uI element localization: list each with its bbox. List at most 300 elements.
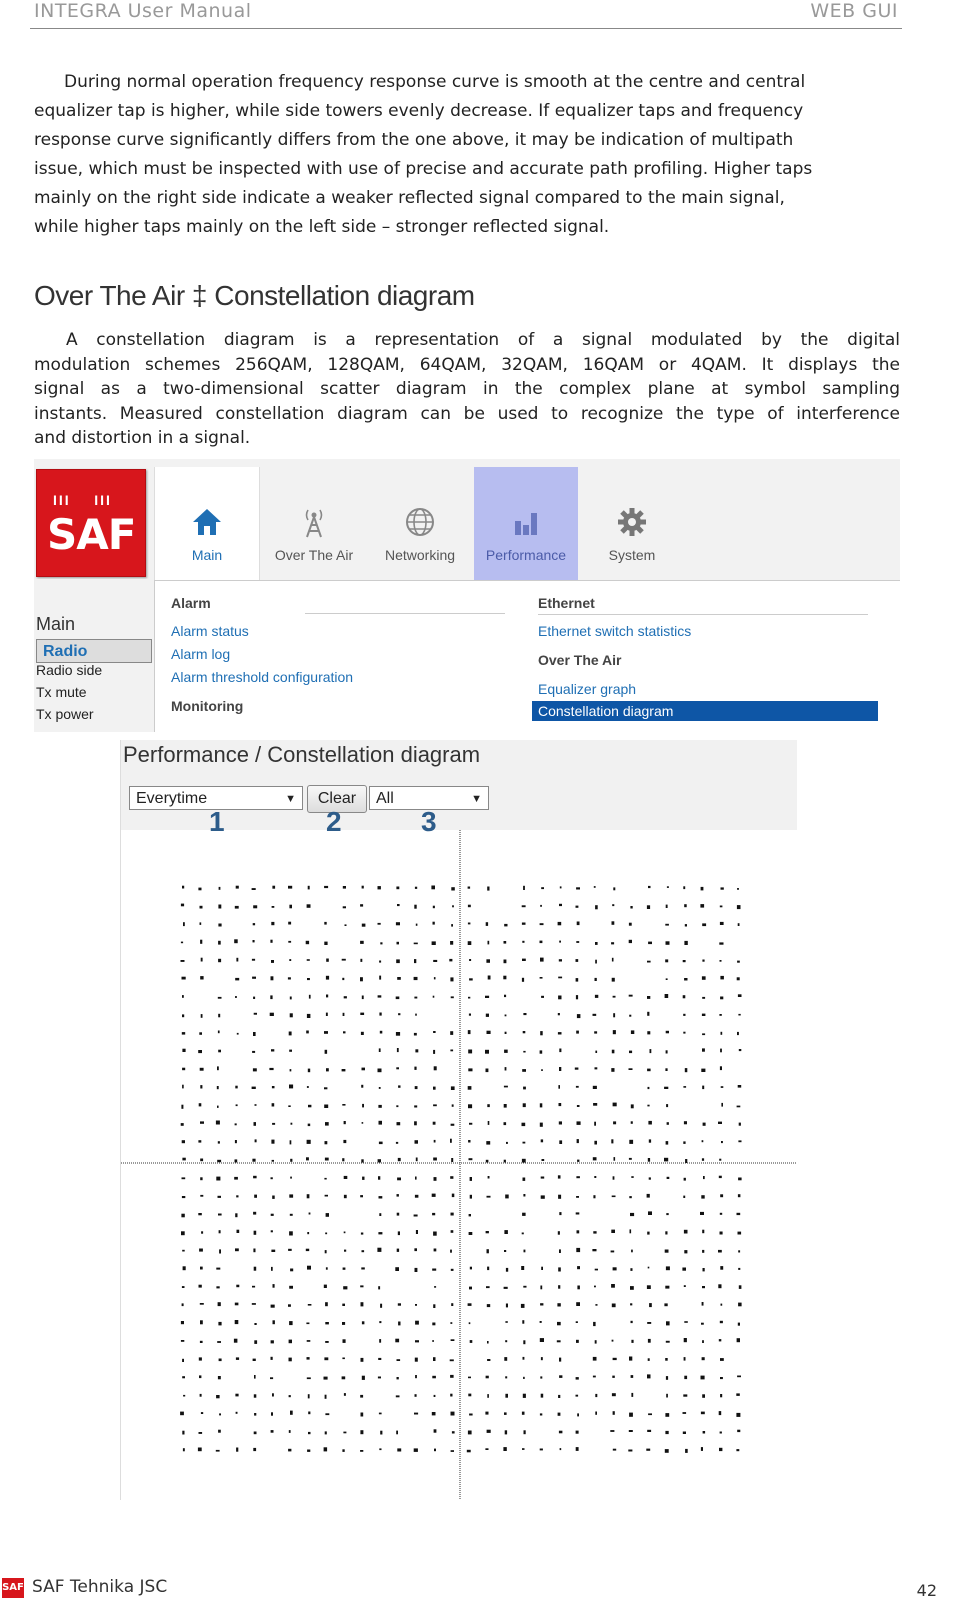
constellation-point [719,1411,722,1415]
constellation-point [360,959,362,962]
constellation-point [613,1121,616,1124]
constellation-point [667,886,669,888]
constellation-point [360,1430,363,1434]
constellation-point [468,997,470,999]
constellation-point [324,942,327,945]
sidebar-item-tx-power[interactable]: Tx power [36,706,94,722]
constellation-point [362,886,364,889]
constellation-point [325,1158,329,1161]
constellation-point [646,1449,650,1451]
constellation-point [325,1431,327,1434]
sidebar-item-radio-side[interactable]: Radio side [36,662,103,678]
constellation-point [397,1048,399,1052]
constellation-point [271,1049,274,1051]
constellation-point [630,1286,634,1290]
tab-performance[interactable] [474,467,578,580]
constellation-point [595,1304,597,1306]
constellation-point [504,1050,508,1053]
constellation-point [254,1013,257,1015]
constellation-point [450,1139,452,1143]
constellation-point [737,961,740,963]
constellation-point [395,1339,399,1343]
constellation-point [235,978,239,981]
constellation-point [683,1141,685,1144]
constellation-point [577,1139,579,1143]
constellation-point [739,1285,742,1289]
constellation-point [325,1195,328,1197]
constellation-point [576,1340,579,1343]
constellation-point [487,887,489,891]
constellation-point [432,1376,436,1379]
constellation-point [253,905,257,908]
constellation-point [289,959,291,961]
constellation-point [576,1447,579,1451]
constellation-point [522,959,526,961]
constellation-point [270,995,272,999]
constellation-point [271,1214,274,1216]
constellation-point [684,978,687,981]
constellation-point [577,1413,579,1416]
constellation-point [361,1267,365,1269]
constellation-point [433,1031,436,1033]
constellation-point [684,904,687,907]
constellation-point [577,922,580,926]
constellation-point [325,1341,329,1343]
constellation-point [647,961,651,963]
constellation-point [684,1178,686,1181]
constellation-point [306,1031,309,1034]
constellation-point [595,1394,597,1397]
constellation-point [702,1394,705,1398]
constellation-point [451,887,455,890]
constellation-point [307,978,310,980]
constellation-point [272,906,275,908]
constellation-point [379,1413,382,1415]
constellation-point [592,1249,596,1251]
constellation-point [326,976,329,980]
constellation-point [218,1302,221,1306]
constellation-point [577,1266,580,1269]
constellation-point [522,923,526,925]
constellation-point [522,1233,524,1235]
constellation-point [684,1230,688,1234]
constellation-point [577,1160,579,1162]
constellation-point [342,1104,345,1106]
constellation-point [683,1432,686,1435]
constellation-point [452,1194,455,1198]
constellation-point [666,1376,668,1380]
constellation-point [523,1340,525,1344]
link-equalizer-graph[interactable]: Equalizer graph [538,681,637,697]
constellation-point [559,1140,562,1144]
constellation-point [467,1450,471,1453]
constellation-point [488,941,490,945]
constellation-point [487,1359,490,1361]
constellation-point [397,1359,401,1361]
constellation-point [736,1413,740,1417]
constellation-point [182,1085,184,1089]
constellation-point [378,1105,381,1108]
constellation-point [523,886,525,890]
page-header [30,0,902,29]
constellation-point [702,1357,705,1360]
constellation-point [683,1394,687,1396]
constellation-point [720,1049,722,1053]
constellation-point [306,1323,309,1325]
constellation-point [306,941,309,944]
constellation-point [360,1395,363,1398]
constellation-point [289,1032,292,1036]
constellation-point [415,1268,418,1272]
constellation-point [648,1358,650,1361]
constellation-point [182,1431,184,1435]
intro-line: equalizer tap is higher, while side towers evenly decrease. If equalizer taps and frequency [34,101,804,121]
constellation-point [468,905,471,908]
constellation-point [198,1140,201,1142]
constellation-point [557,1303,560,1306]
constellation-point [414,977,418,980]
constellation-point [361,1159,363,1162]
constellation-point [379,976,381,980]
constellation-point [270,940,272,943]
constellation-point [737,905,741,909]
constellation-point [343,1140,346,1143]
constellation-point [289,1395,291,1397]
constellation-point [451,1124,455,1126]
constellation-point [540,1376,542,1378]
constellation-point [378,923,381,925]
constellation-point [271,1230,273,1232]
chevron-down-icon: ▼ [471,793,482,805]
constellation-point [523,1377,525,1379]
constellation-point [253,1068,257,1071]
divider [305,613,505,614]
constellation-point [235,906,239,909]
constellation-point [216,1286,219,1288]
constellation-point [201,1412,203,1414]
constellation-point [665,994,669,998]
constellation-point [737,1376,741,1378]
constellation-point [342,959,346,961]
constellation-point [559,1212,561,1215]
constellation-point [702,1158,704,1161]
constellation-point [360,977,363,981]
constellation-point [558,1395,560,1398]
constellation-point [235,1123,237,1125]
constellation-point [738,1194,741,1197]
constellation-point [325,1322,329,1324]
constellation-point [182,886,184,889]
section-line: A constellation diagram is a representation of a signal modulated by the digital [66,330,900,350]
constellation-point [665,1231,667,1234]
constellation-point [325,1395,327,1399]
constellation-point [252,888,256,890]
tab-over-the-air[interactable] [262,467,366,580]
sidebar-item-tx-mute[interactable]: Tx mute [36,684,87,700]
constellation-point [362,996,364,1000]
constellation-point [289,1194,293,1197]
constellation-point [629,1158,632,1160]
constellation-point [629,940,632,943]
constellation-point [271,976,274,980]
constellation-point [611,1251,615,1253]
constellation-point [541,1394,544,1398]
constellation-point [647,1430,651,1432]
constellation-point [432,1412,436,1415]
constellation-point [182,1068,185,1071]
constellation-point [253,923,255,925]
constellation-point [272,1196,275,1199]
constellation-point [576,1086,579,1088]
constellation-point [182,1032,185,1035]
constellation-point [182,1177,186,1179]
constellation-point [181,1123,184,1126]
constellation-point [505,1015,507,1017]
constellation-point [701,1412,705,1415]
constellation-point [738,923,740,926]
constellation-point [307,1194,310,1198]
constellation-point [378,1176,380,1180]
constellation-point [701,1447,703,1451]
constellation-point [558,1231,560,1235]
constellation-point [270,1013,274,1016]
constellation-point [253,940,255,942]
constellation-point [415,1177,417,1180]
constellation-point [324,1087,327,1089]
constellation-point [236,1285,239,1288]
constellation-point [289,1085,293,1089]
constellation-point [452,905,454,907]
constellation-point [325,1050,328,1054]
constellation-point [415,1049,418,1052]
constellation-point [362,1177,364,1180]
constellation-point [541,1195,545,1198]
constellation-point [397,1213,400,1216]
constellation-point [558,1013,560,1015]
constellation-point [576,1395,579,1397]
constellation-point [486,1231,489,1233]
constellation-point [469,1414,473,1416]
constellation-point [308,1105,311,1108]
constellation-point [379,1121,383,1125]
constellation-point [703,1268,705,1271]
constellation-point [218,1014,220,1018]
constellation-point [613,1358,617,1360]
constellation-point [647,1322,651,1324]
constellation-point [523,1357,525,1360]
constellation-point [253,1359,256,1361]
constellation-point [648,1211,652,1215]
constellation-point [344,1232,346,1234]
constellation-point [396,922,400,925]
tab-networking[interactable] [368,467,472,580]
constellation-point [576,1248,580,1252]
constellation-point [576,959,579,962]
constellation-point [397,977,401,980]
link-constellation-diagram[interactable]: Constellation diagram [532,701,878,721]
constellation-point [739,1123,741,1126]
constellation-point [488,1176,490,1179]
constellation-point [200,1085,202,1088]
constellation-point [308,1069,310,1073]
constellation-point [647,1069,651,1072]
chevron-down-icon: ▼ [285,793,296,805]
constellation-point [395,1267,399,1271]
constellation-point [559,1121,562,1124]
link-alarm-log[interactable]: Alarm log [171,646,231,662]
constellation-point [415,1014,417,1016]
constellation-point [252,1286,255,1288]
constellation-point [540,958,544,962]
constellation-point [504,1412,507,1415]
link-alarm-threshold[interactable]: Alarm threshold configuration [171,669,354,685]
constellation-point [235,996,237,998]
constellation-point [486,1141,490,1145]
constellation-point [434,1066,437,1070]
section-paragraph [34,328,900,451]
constellation-point [559,1375,562,1378]
heading-over-the-air: Over The Air [538,652,622,668]
constellation-point [683,1086,686,1088]
constellation-point [523,1087,526,1090]
constellation-plot [121,830,797,1500]
constellation-point [200,1121,204,1123]
constellation-point [288,977,291,979]
constellation-point [254,1195,257,1198]
constellation-point [486,922,488,926]
tab-system[interactable] [580,467,684,580]
constellation-point [665,1431,668,1434]
constellation-point [379,1196,383,1198]
constellation-point [720,1232,723,1235]
constellation-point [683,886,685,889]
link-alarm-status[interactable]: Alarm status [171,623,249,639]
constellation-point [271,960,274,963]
constellation-point [487,1430,491,1433]
sidebar-item-radio[interactable]: Radio [36,639,152,663]
constellation-point [289,1340,292,1344]
constellation-point [685,1159,687,1163]
constellation-point [630,1268,632,1271]
constellation-point [737,1032,739,1035]
constellation-point [468,1030,471,1034]
constellation-point [200,906,203,909]
constellation-point [307,959,310,961]
constellation-point [521,1304,525,1308]
constellation-point [524,1430,526,1434]
constellation-point [181,1321,184,1324]
constellation-point [737,977,740,980]
constellation-point [611,1139,613,1143]
constellation-point [523,1031,526,1033]
constellation-point [684,1285,686,1287]
constellation-point [326,1068,329,1071]
constellation-point [451,924,453,927]
constellation-point [398,1231,400,1235]
constellation-point [432,1323,435,1326]
constellation-point [449,959,452,962]
constellation-point [361,1302,364,1306]
constellation-point [486,1376,489,1379]
tab-main[interactable] [154,467,260,580]
section-line: instants. Measured constellation diagram can be used to recognize the type of interference [34,403,900,424]
constellation-point [378,886,381,889]
constellation-point [701,887,704,891]
constellation-point [415,1086,418,1089]
constellation-point [380,942,382,944]
constellation-point [577,1105,580,1107]
constellation-point [575,1068,579,1070]
constellation-point [414,905,416,909]
constellation-point [307,1450,310,1452]
constellation-point [234,939,238,943]
constellation-point [344,1176,348,1179]
constellation-point [522,978,524,982]
constellation-point [650,1049,652,1053]
constellation-point [631,1250,633,1253]
tab-label: Over The Air [274,547,354,563]
constellation-point [504,1086,508,1088]
constellation-point [541,1357,543,1360]
constellation-point [593,1376,596,1378]
constellation-point [434,1249,437,1252]
constellation-point [219,887,221,890]
tab-label: Main [191,547,223,563]
constellation-point [235,1213,237,1217]
constellation-point [271,1340,274,1343]
constellation-point [738,994,742,997]
constellation-point [398,1322,400,1326]
constellation-point [522,1412,525,1415]
link-ethernet-switch-statistics[interactable]: Ethernet switch statistics [538,623,692,639]
constellation-point [541,887,544,889]
constellation-point [486,959,490,963]
constellation-point [415,1195,419,1198]
constellation-point [182,1158,185,1161]
constellation-point [344,1121,346,1124]
constellation-point [218,1214,222,1216]
constellation-point [361,1413,364,1417]
constellation-point [326,1267,328,1269]
constellation-point [469,1014,471,1016]
constellation-point [181,1231,185,1235]
constellation-point [540,977,543,979]
constellation-point [541,1069,543,1071]
constellation-point [183,1448,185,1451]
constellation-point [379,1213,381,1216]
constellation-point [379,1339,381,1343]
constellation-point [682,1268,686,1271]
constellation-point [198,1213,202,1215]
constellation-point [719,1176,722,1178]
constellation-point [181,1105,183,1109]
constellation-points [180,886,742,1453]
constellation-point [218,959,221,962]
clear-button[interactable]: Clear [307,785,367,813]
constellation-point [290,1177,292,1179]
constellation-point [523,1394,526,1398]
constellation-point [434,1140,436,1143]
constellation-point [469,1123,472,1125]
constellation-point [595,1067,598,1069]
constellation-point [540,1123,543,1127]
constellation-point [324,886,328,888]
constellation-point [218,1196,222,1198]
constellation-point [700,904,704,908]
constellation-point [379,961,381,963]
constellation-point [235,1394,238,1397]
constellation-point [450,941,453,945]
